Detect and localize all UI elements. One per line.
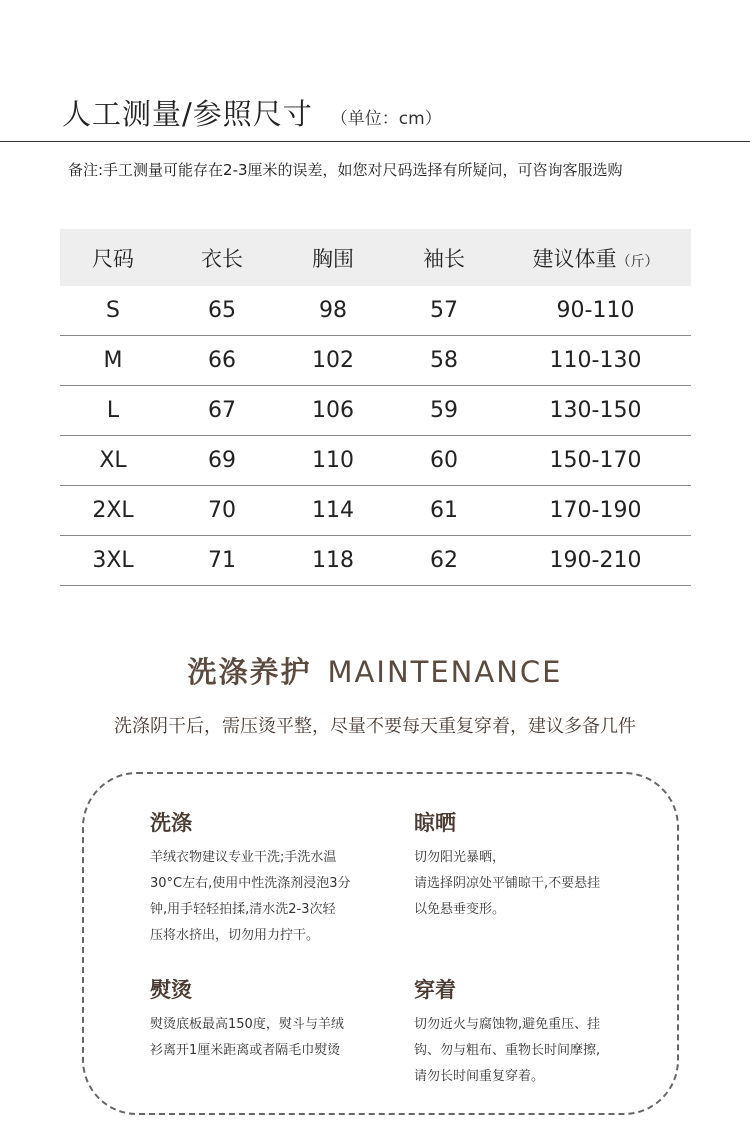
- cell-weight: 90-110: [500, 286, 691, 336]
- care-line: 30°C左右,使用中性洗涤剂浸泡3分: [150, 876, 351, 891]
- header-sleeve: 袖长: [388, 229, 500, 286]
- cell-chest: 106: [278, 386, 388, 436]
- cell-length: 70: [166, 486, 278, 536]
- cell-weight: 170-190: [500, 486, 691, 536]
- table-row: [60, 536, 691, 586]
- care-text: [150, 1012, 375, 1064]
- care-line: 请选择阴凉处平铺晾干,不要悬挂: [414, 876, 601, 891]
- cell-chest: 110: [278, 436, 388, 486]
- care-text: [414, 1012, 644, 1090]
- table-row: [60, 286, 691, 336]
- cell-size: 3XL: [60, 536, 166, 586]
- cell-size: S: [60, 286, 166, 336]
- divider: [0, 141, 750, 142]
- cell-size: L: [60, 386, 166, 436]
- header-size: 尺码: [60, 229, 166, 286]
- care-heading: 洗涤: [150, 811, 192, 835]
- cell-chest: 114: [278, 486, 388, 536]
- cell-weight: 150-170: [500, 436, 691, 486]
- cell-sleeve: 59: [388, 386, 500, 436]
- care-heading: 穿着: [414, 978, 456, 1002]
- care-text: [150, 845, 365, 949]
- weight-unit: （斤）: [616, 253, 659, 270]
- care-heading: 熨烫: [150, 978, 192, 1002]
- cell-weight: 190-210: [500, 536, 691, 586]
- page-title: 人工测量/参照尺寸: [62, 97, 313, 131]
- table-row: [60, 436, 691, 486]
- table-header-row: [60, 229, 691, 286]
- cell-weight: 130-150: [500, 386, 691, 436]
- care-line: 衫离开1厘米距离或者隔毛巾熨烫: [150, 1043, 341, 1058]
- care-line: 钟,用手轻轻拍揉,清水洗2-3次轻: [150, 902, 336, 917]
- cell-chest: 102: [278, 336, 388, 386]
- maintenance-subtitle: 洗涤阴干后，需压烫平整，尽量不要每天重复穿着，建议多备几件: [114, 716, 636, 737]
- header-weight: [500, 229, 691, 286]
- cell-length: 66: [166, 336, 278, 386]
- cell-chest: 98: [278, 286, 388, 336]
- maintenance-title-en: MAINTENANCE: [327, 655, 563, 689]
- cell-length: 69: [166, 436, 278, 486]
- table-row: [60, 336, 691, 386]
- cell-chest: 118: [278, 536, 388, 586]
- care-line: 以免悬垂变形。: [414, 902, 506, 917]
- care-item-ironing: [150, 974, 375, 1064]
- cell-sleeve: 61: [388, 486, 500, 536]
- header-chest: 胸围: [278, 229, 388, 286]
- cell-weight: 110-130: [500, 336, 691, 386]
- care-item-washing: [150, 807, 365, 949]
- table-row: [60, 486, 691, 536]
- care-line: 熨烫底板最高150度，熨斗与羊绒: [150, 1017, 344, 1032]
- care-instructions-box: [82, 772, 679, 1115]
- care-line: 请勿长时间重复穿着。: [414, 1069, 545, 1084]
- table-row: [60, 386, 691, 436]
- cell-sleeve: 57: [388, 286, 500, 336]
- header-weight-label: 建议体重: [532, 246, 617, 271]
- maintenance-title-cn: 洗涤养护: [187, 655, 312, 689]
- cell-sleeve: 62: [388, 536, 500, 586]
- care-line: 羊绒衣物建议专业干洗;手洗水温: [150, 850, 337, 865]
- header-length: 衣长: [166, 229, 278, 286]
- care-item-drying: [414, 807, 644, 923]
- cell-sleeve: 60: [388, 436, 500, 486]
- header: [62, 92, 442, 133]
- care-text: [414, 845, 644, 923]
- cell-length: 71: [166, 536, 278, 586]
- care-item-wearing: [414, 974, 644, 1090]
- care-line: 切勿阳光暴晒，: [414, 850, 506, 865]
- care-heading: 晾晒: [414, 811, 456, 835]
- care-line: 切勿近火与腐蚀物,避免重压、挂: [414, 1017, 601, 1032]
- cell-sleeve: 58: [388, 336, 500, 386]
- maintenance-title: [0, 650, 750, 691]
- care-line: 压将水挤出，切勿用力拧干。: [150, 928, 320, 943]
- measurement-note: 备注:手工测量可能存在2-3厘米的误差，如您对尺码选择有所疑问，可咨询客服选购: [68, 161, 623, 179]
- cell-size: XL: [60, 436, 166, 486]
- size-table: [60, 229, 691, 586]
- cell-size: M: [60, 336, 166, 386]
- cell-length: 67: [166, 386, 278, 436]
- care-line: 钩、勿与粗布、重物长时间摩擦,: [414, 1043, 601, 1058]
- cell-length: 65: [166, 286, 278, 336]
- unit-label: （单位：cm）: [330, 109, 442, 129]
- cell-size: 2XL: [60, 486, 166, 536]
